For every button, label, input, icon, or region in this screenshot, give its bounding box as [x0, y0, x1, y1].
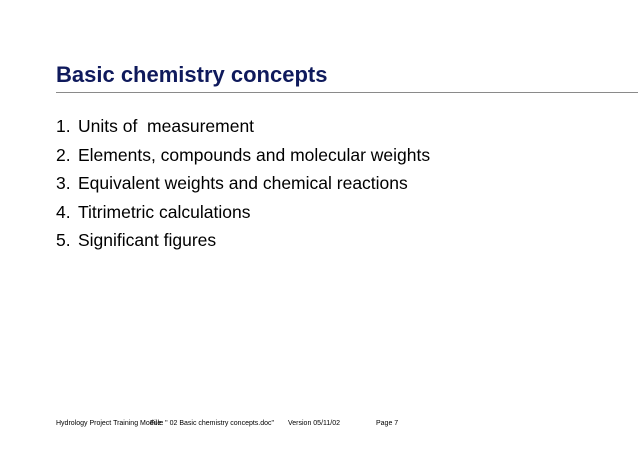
list-item	[56, 226, 430, 255]
list-item	[56, 141, 430, 170]
topic-list	[56, 112, 430, 255]
list-item-number: 5.	[56, 230, 71, 250]
list-item	[56, 169, 430, 198]
list-item	[56, 112, 430, 141]
list-item	[56, 198, 430, 227]
list-item-text: Equivalent weights and chemical reactions	[78, 173, 408, 193]
list-item-text: Titrimetric calculations	[78, 201, 251, 222]
footer-module-name: Hydrology Project Training Module	[56, 420, 163, 427]
list-item-number: 3.	[56, 173, 71, 193]
list-item-number: 2.	[56, 144, 71, 165]
footer-version: Version 05/11/02	[288, 420, 341, 427]
footer-page-number: Page 7	[376, 420, 399, 427]
list-item-text: Elements, compounds and molecular weights	[78, 144, 431, 165]
list-item-text: Significant figures	[78, 230, 217, 250]
footer-file-name: File: " 02 Basic chemistry concepts.doc"	[150, 420, 275, 427]
title-divider	[56, 92, 638, 93]
list-item-number: 1.	[56, 116, 71, 136]
list-item-number: 4.	[56, 201, 71, 222]
list-item-text: Units of measurement	[78, 116, 255, 136]
page-footer	[0, 418, 638, 430]
slide-title: Basic chemistry concepts	[56, 62, 328, 87]
